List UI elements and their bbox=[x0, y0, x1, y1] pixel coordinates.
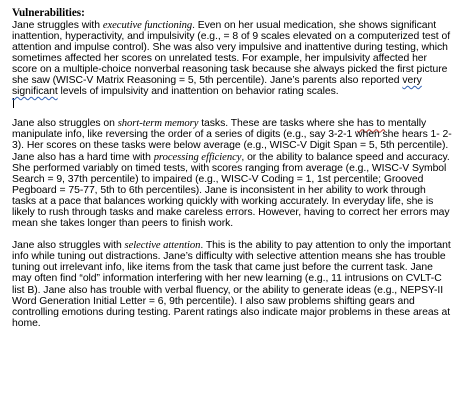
section-heading: Vulnerabilities: bbox=[12, 7, 85, 19]
term-processing-efficiency: processing efficiency bbox=[153, 151, 242, 163]
para2-text-3: , or the ability to balance speed and accuracy. She performed variably on timed tests, with scores ranging from average (e.g., WISC-V Symbol Search = 9, 37th percentile) to impaired (e.g., WISC-V Coding = 1, 1st percentile; Grooved Pegboard = 75-77, 5th to 6th percentiles). Jane is inconsistent in her ability to work through tasks at a pace that balances working quickly with working accurately. In everyday life, she is likely to rush through tasks and make careless errors. However, having to correct her errors may mean she takes longer than peers to finish work. bbox=[12, 151, 450, 230]
para1-text-2: levels of impulsivity and inattention on behavior rating scales. bbox=[57, 86, 339, 98]
para1-text-0: Jane struggles with bbox=[12, 19, 103, 31]
paragraph-short-term-memory[interactable] bbox=[12, 118, 452, 229]
para3-text-0: Jane also struggles with bbox=[12, 240, 125, 252]
spelling-flagged-phrase[interactable]: has to bbox=[357, 118, 386, 130]
term-executive-functioning: executive functioning bbox=[102, 19, 193, 31]
para2-text-0: Jane also struggles on bbox=[12, 118, 118, 130]
document-page[interactable] bbox=[12, 8, 452, 329]
para3-text-1: . This is the ability to pay attention to only the important info while tuning out distractions. Jane’s difficulty with selective attention means she has trouble tuning out irrelevant info, like items from the task that came just before the current task. Jane may often find “old” information interfering with her new learning (e.g., 11 intrusions on CVLT-C list B). Jane also has trouble with verbal fluency, or the ability to generate ideas (e.g., NEPSY-II Word Generation Initial Letter = 6, 9th percentile). I also saw problems shifting gears and controlling emotions during testing. Parent ratings also indicate major problems in these areas at home. bbox=[12, 240, 451, 329]
term-short-term-memory: short-term memory bbox=[117, 118, 199, 130]
para1-text-1: . Even on her usual medication, she shows significant inattention, hyperactivity, and impulsivity (e.g., = 8 of 9 scales elevated on a computerized test of attention and impulse control). She was also very impulsive and inattentive during testing, which sometimes affected her scores on unrelated tests. For example, her impulsivity affected her score on a multiple-choice nonverbal reasoning task because she always picked the first picture she saw (WISC-V Matrix Reasoning = 5, 5th percentile). Jane’s parents also reported bbox=[12, 19, 451, 87]
para2-text-1: tasks. These are tasks where she bbox=[198, 118, 358, 130]
term-selective-attention: selective attention bbox=[124, 240, 201, 252]
paragraph-selective-attention[interactable] bbox=[12, 240, 452, 329]
para2-text-2: mentally manipulate info, like reversing the order of a series of digits (e.g., say 3-2-1 when she hears 1- 2-3). Her scores on these tasks were below average (e.g., WISC-V Digit Span = 5, 5th percentile). Jane also has a hard time with bbox=[12, 118, 452, 163]
grammar-flagged-phrase[interactable]: very significant bbox=[12, 75, 422, 98]
text-cursor bbox=[13, 98, 14, 108]
paragraph-executive-functioning[interactable] bbox=[12, 20, 452, 98]
